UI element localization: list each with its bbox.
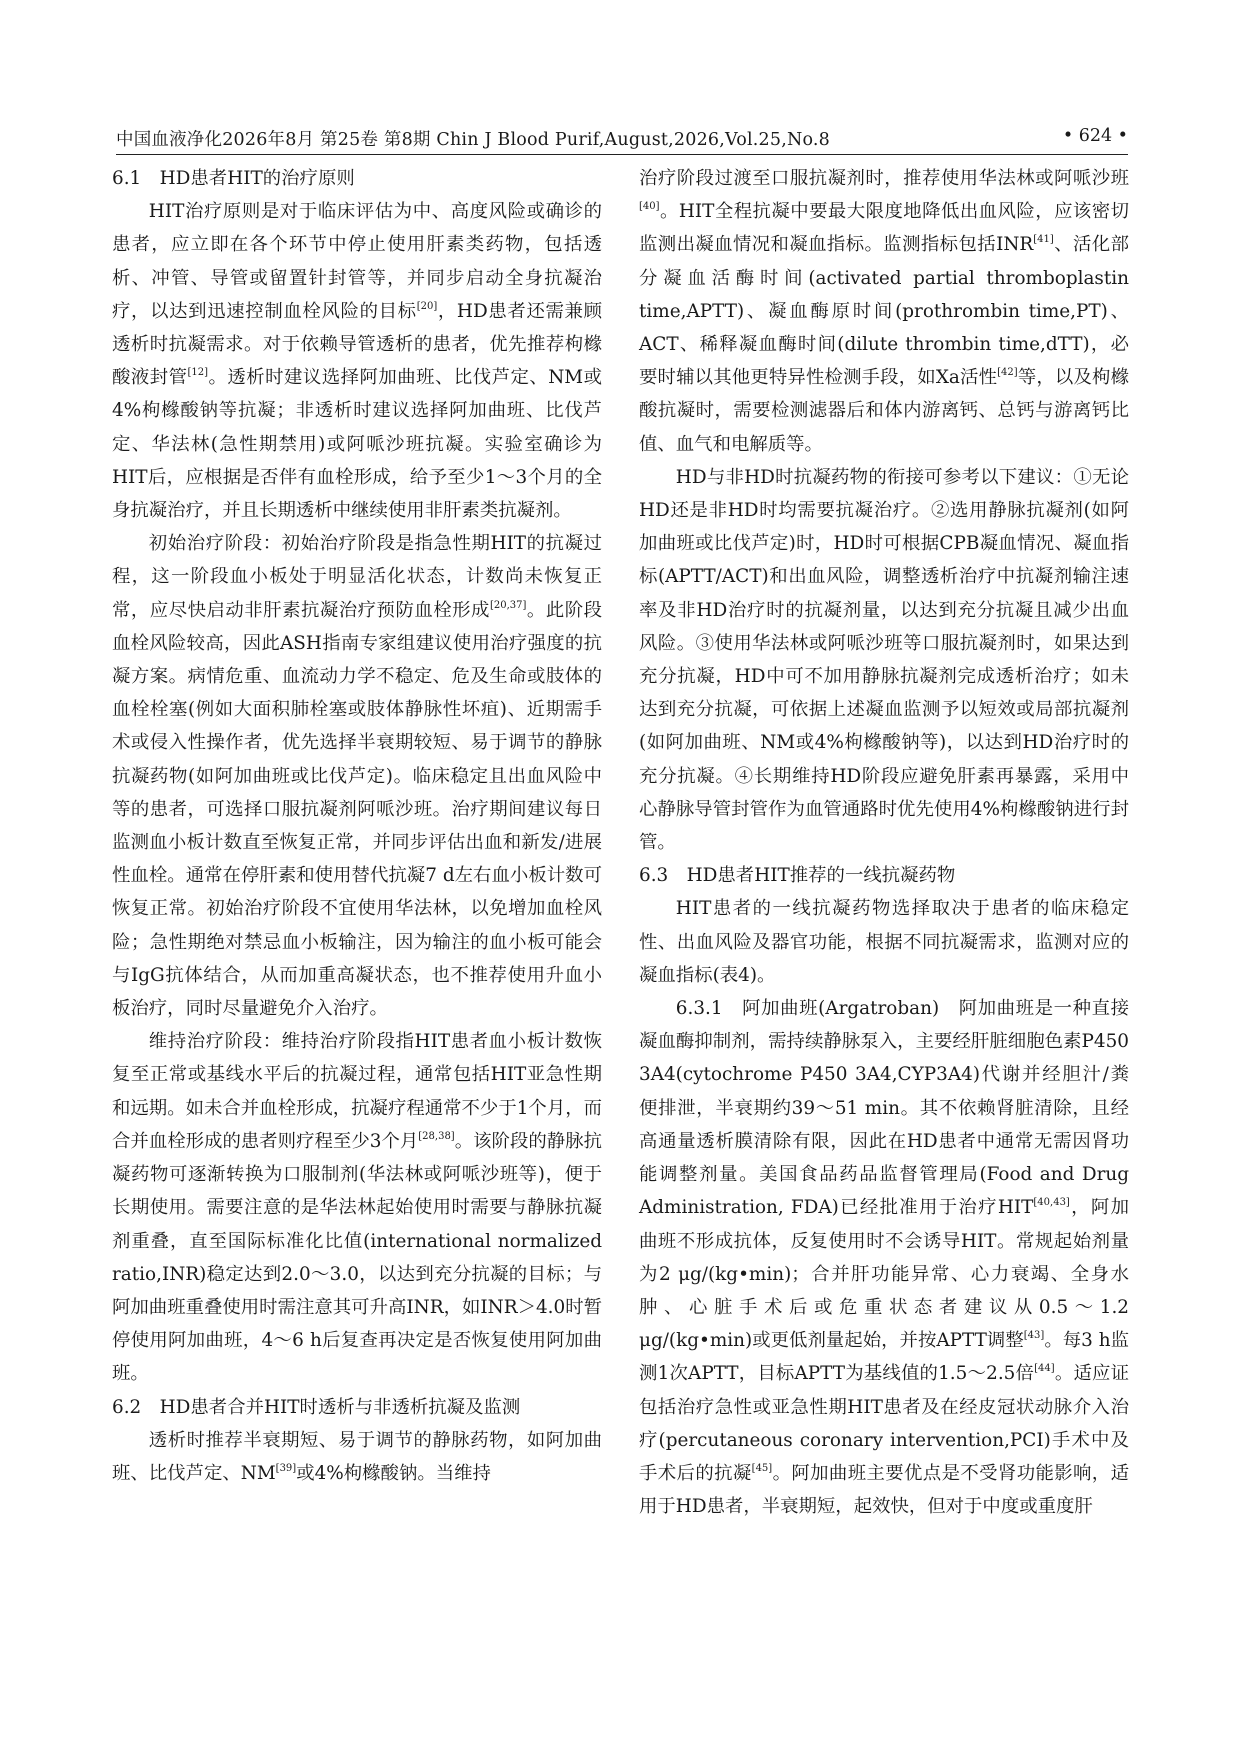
- text: 等，以及枸橼酸抗凝时，需要检测滤器后和体内游离钙、总钙与游离钙比值、血气和电解质等。: [639, 367, 1129, 455]
- paragraph: [112, 527, 602, 1025]
- text: 。HIT全程抗凝中要最大限度地降低出血风险，应该密切监测出凝血情况和凝血指标。监测指标包括INR: [639, 201, 1129, 256]
- text: 维持治疗阶段：维持治疗阶段指HIT患者血小板计数恢复至正常或基线水平后的抗凝过程，通常包括HIT亚急性期和远期。如未合并血栓形成，抗凝疗程通常不少于1个月，而合并血栓形成的患者则疗程至少3个月: [112, 1031, 602, 1152]
- citation-ref: [20,37]: [489, 599, 527, 611]
- citation-ref: [45]: [751, 1462, 773, 1474]
- citation-ref: [41]: [1033, 234, 1054, 246]
- paragraph: [112, 195, 602, 527]
- citation-ref: [42]: [997, 367, 1018, 379]
- text: 、活化部分凝血活酶时间(activated partial thromboplastin time,APTT)、凝血酶原时间(prothrombin time,PT)、ACT、稀释凝血酶时间(dilute thrombin time,dTT)，必要时辅以其他更特异性检测手段，如Xa活性: [639, 234, 1129, 389]
- paragraph: HD与非HD时抗凝药物的衔接可参考以下建议：①无论HD还是非HD时均需要抗凝治疗。②选用静脉抗凝剂(如阿加曲班或比伐芦定)时，HD时可根据CPB凝血情况、凝血指标(APTT/ACT)和出血风险，调整透析治疗中抗凝剂输注速率及非HD治疗时的抗凝剂量，以达到充分抗凝且减少出血风险。③使用华法林或阿哌沙班等口服抗凝剂时，如果达到充分抗凝，HD中可不加用静脉抗凝剂完成透析治疗；如未达到充分抗凝，可依据上述凝血监测予以短效或局部抗凝剂(如阿加曲班、NM或4%枸橼酸钠等)，以达到HD治疗时的充分抗凝。④长期维持HD阶段应避免肝素再暴露，采用中心静脉导管封管作为血管通路时优先使用4%枸橼酸钠进行封管。: [639, 466, 1129, 854]
- citation-ref: [44]: [1034, 1363, 1055, 1375]
- text: 。每3 h监测1次APTT，目标APTT为基线值的1.5～2.5倍: [639, 1330, 1129, 1385]
- text: 。此阶段血栓风险较高，因此ASH指南专家组建议使用治疗强度的抗凝方案。病情危重、血流动力学不稳定、危及生命或肢体的血栓栓塞(例如大面积肺栓塞或肢体静脉性坏疽)、近期需手术或侵入性操作者，优先选择半衰期较短、易于调节的静脉抗凝药物(如阿加曲班或比伐芦定)。临床稳定且出血风险中等的患者，可选择口服抗凝剂阿哌沙班。治疗期间建议每日监测血小板计数直至恢复正常，并同步评估出血和新发/进展性血栓。通常在停肝素和使用替代抗凝7 d左右血小板计数可恢复正常。初始治疗阶段不宜使用华法林，以免增加血栓风险；急性期绝对禁忌血小板输注，因为输注的血小板可能会与IgG抗体结合，从而加重高凝状态，也不推荐使用升血小板治疗，同时尽量避免介入治疗。: [112, 599, 602, 1020]
- citation-ref: [39]: [275, 1462, 297, 1474]
- citation-ref: [12]: [187, 367, 209, 379]
- section-heading-6-2: 6.2 HD患者合并HIT时透析与非透析抗凝及监测: [112, 1396, 521, 1418]
- page-number: • 624 •: [1062, 126, 1128, 146]
- citation-ref: [40,43]: [1033, 1197, 1070, 1209]
- text: 或4%枸橼酸钠。当维持: [296, 1462, 491, 1484]
- paragraph: [112, 1424, 602, 1490]
- text: 。阿加曲班主要优点是不受肾功能影响，适用于HD患者，半衰期短，起效快，但对于中度或重度肝: [639, 1462, 1129, 1518]
- text: 。适应证包括治疗急性或亚急性期HIT患者及在经皮冠状动脉介入治疗(percutaneous coronary intervention,PCI)手术中及手术后的抗凝: [639, 1363, 1129, 1484]
- section-heading-6-3: 6.3 HD患者HIT推荐的一线抗凝药物: [639, 865, 956, 887]
- text: 。该阶段的静脉抗凝药物可逐渐转换为口服制剂(华法林或阿哌沙班等)，便于长期使用。需要注意的是华法林起始使用时需要与静脉抗凝剂重叠，直至国际标准化比值(international normalized ratio,INR)稳定达到2.0～3.0，以达到充分抗凝的目标；与阿加曲班重叠使用时需注意其可升高INR，如INR＞4.0时暂停使用阿加曲班，4～6 h后复查再决定是否恢复使用阿加曲班。: [112, 1130, 602, 1385]
- citation-ref: [28,38]: [418, 1130, 455, 1142]
- text: 治疗阶段过渡至口服抗凝剂时，推荐使用华法林或阿哌沙班: [639, 168, 1129, 189]
- text: HIT治疗原则是对于临床评估为中、高度风险或确诊的患者，应立即在各个环节中停止使用肝素类药物，包括透析、冲管、导管或留置针封管等，并同步启动全身抗凝治疗，以达到迅速控制血栓风险的目标: [112, 201, 602, 322]
- text: 初始治疗阶段：初始治疗阶段是指急性期HIT的抗凝过程，这一阶段血小板处于明显活化状态，计数尚未恢复正常，应尽快启动非肝素抗凝治疗预防血栓形成: [112, 533, 602, 621]
- citation-ref: [43]: [1023, 1330, 1045, 1342]
- paragraph: [112, 1025, 602, 1390]
- running-header: [116, 124, 1128, 155]
- text: ，HD患者还需兼顾透析时抗凝需求。对于依赖导管透析的患者，优先推荐枸橼酸液封管: [112, 300, 602, 389]
- text: 透析时推荐半衰期短、易于调节的静脉药物，如阿加曲班、比伐芦定、NM: [112, 1429, 602, 1484]
- paragraph: [639, 992, 1129, 1523]
- left-column: [112, 162, 602, 1490]
- citation-ref: [20]: [416, 300, 438, 312]
- text: 。透析时建议选择阿加曲班、比伐芦定、NM或4%枸橼酸钠等抗凝；非透析时建议选择阿加曲班、比伐芦定、华法林(急性期禁用)或阿哌沙班抗凝。实验室确诊为HIT后，应根据是否伴有血栓形成，给予至少1～3个月的全身抗凝治疗，并且长期透析中继续使用非肝素类抗凝剂。: [112, 367, 602, 522]
- text: 6.3.1 阿加曲班(Argatroban) 阿加曲班是一种直接凝血酶抑制剂，需持续静脉泵入，主要经肝脏细胞色素P450 3A4(cytochrome P450 3A4,CYP3A4)代谢并经胆汁/粪便排泄，半衰期约39～51 min。其不依赖肾脏清除，且经高通量透析膜清除有限，因此在HD患者中通常无需因肾功能调整剂量。美国食品药品监督管理局(Food and Drug Administration, FDA)已经批准用于治疗HIT: [639, 998, 1129, 1219]
- text: ，阿加曲班不形成抗体，反复使用时不会诱导HIT。常规起始剂量为2 μg/(kg•min)；合并肝功能异常、心力衰竭、全身水肿、心脏手术后或危重状态者建议从0.5～1.2 μg/(kg•min)或更低剂量起始，并按APTT调整: [639, 1197, 1129, 1352]
- paragraph: HIT患者的一线抗凝药物选择取决于患者的临床稳定性、出血风险及器官功能，根据不同抗凝需求，监测对应的凝血指标(表4)。: [639, 898, 1129, 986]
- citation-ref: [40]: [639, 201, 660, 213]
- right-column: [639, 162, 1129, 1523]
- paragraph: [639, 162, 1129, 461]
- section-heading-6-1: 6.1 HD患者HIT的治疗原则: [112, 168, 355, 189]
- journal-citation: 中国血液净化2026年8月 第25卷 第8期 Chin J Blood Purif,August,2026,Vol.25,No.8: [116, 130, 830, 150]
